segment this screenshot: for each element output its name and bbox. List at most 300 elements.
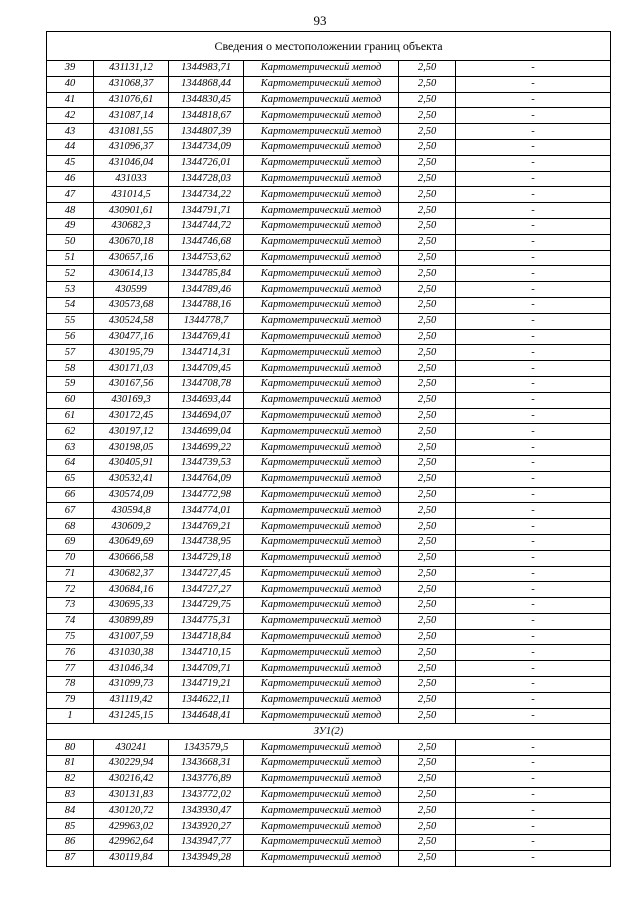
x-coordinate-cell: 431245,15 [94, 708, 169, 724]
y-coordinate-cell: 1344983,71 [169, 61, 244, 77]
method-cell: Картометрический метод [244, 819, 399, 835]
y-coordinate-cell: 1344818,67 [169, 108, 244, 124]
accuracy-cell: 2,50 [399, 408, 456, 424]
method-cell: Картометрический метод [244, 171, 399, 187]
x-coordinate-cell: 430229,94 [94, 756, 169, 772]
table-row [47, 850, 611, 866]
y-coordinate-cell: 1344709,71 [169, 661, 244, 677]
point-number-cell: 54 [47, 297, 94, 313]
method-cell: Картометрический метод [244, 218, 399, 234]
x-coordinate-cell: 431014,5 [94, 187, 169, 203]
accuracy-cell: 2,50 [399, 503, 456, 519]
point-number-cell: 70 [47, 550, 94, 566]
accuracy-cell: 2,50 [399, 582, 456, 598]
point-number-cell: 74 [47, 613, 94, 629]
description-cell: - [456, 155, 611, 171]
table-row [47, 471, 611, 487]
accuracy-cell: 2,50 [399, 440, 456, 456]
y-coordinate-cell: 1344789,46 [169, 282, 244, 298]
x-coordinate-cell: 430405,91 [94, 455, 169, 471]
method-cell: Картометрический метод [244, 677, 399, 693]
method-cell: Картометрический метод [244, 361, 399, 377]
description-cell: - [456, 566, 611, 582]
table-row [47, 124, 611, 140]
x-coordinate-cell: 430684,16 [94, 582, 169, 598]
method-cell: Картометрический метод [244, 534, 399, 550]
description-cell: - [456, 534, 611, 550]
table-row [47, 218, 611, 234]
description-cell: - [456, 345, 611, 361]
accuracy-cell: 2,50 [399, 266, 456, 282]
x-coordinate-cell: 430609,2 [94, 519, 169, 535]
accuracy-cell: 2,50 [399, 835, 456, 851]
description-cell: - [456, 471, 611, 487]
point-number-cell: 46 [47, 171, 94, 187]
point-number-cell: 65 [47, 471, 94, 487]
point-number-cell: 84 [47, 803, 94, 819]
method-cell: Картометрический метод [244, 740, 399, 756]
y-coordinate-cell: 1344746,68 [169, 234, 244, 250]
method-cell: Картометрический метод [244, 408, 399, 424]
y-coordinate-cell: 1344729,75 [169, 598, 244, 614]
description-cell: - [456, 139, 611, 155]
x-coordinate-cell: 431081,55 [94, 124, 169, 140]
point-number-cell: 82 [47, 771, 94, 787]
accuracy-cell: 2,50 [399, 645, 456, 661]
description-cell: - [456, 313, 611, 329]
point-number-cell: 77 [47, 661, 94, 677]
y-coordinate-cell: 1344791,71 [169, 203, 244, 219]
accuracy-cell: 2,50 [399, 187, 456, 203]
accuracy-cell: 2,50 [399, 661, 456, 677]
method-cell: Картометрический метод [244, 329, 399, 345]
point-number-cell: 56 [47, 329, 94, 345]
table-row [47, 708, 611, 724]
description-cell: - [456, 408, 611, 424]
accuracy-cell: 2,50 [399, 108, 456, 124]
method-cell: Картометрический метод [244, 266, 399, 282]
method-cell: Картометрический метод [244, 455, 399, 471]
x-coordinate-cell: 430172,45 [94, 408, 169, 424]
accuracy-cell: 2,50 [399, 124, 456, 140]
accuracy-cell: 2,50 [399, 740, 456, 756]
x-coordinate-cell: 431046,34 [94, 661, 169, 677]
y-coordinate-cell: 1344734,22 [169, 187, 244, 203]
description-cell: - [456, 266, 611, 282]
x-coordinate-cell: 431131,12 [94, 61, 169, 77]
accuracy-cell: 2,50 [399, 471, 456, 487]
table-row [47, 203, 611, 219]
y-coordinate-cell: 1344693,44 [169, 392, 244, 408]
description-cell: - [456, 92, 611, 108]
table-row [47, 313, 611, 329]
method-cell: Картометрический метод [244, 471, 399, 487]
point-number-cell: 51 [47, 250, 94, 266]
y-coordinate-cell: 1343949,28 [169, 850, 244, 866]
accuracy-cell: 2,50 [399, 155, 456, 171]
description-cell: - [456, 76, 611, 92]
description-cell: - [456, 329, 611, 345]
description-cell: - [456, 550, 611, 566]
point-number-cell: 85 [47, 819, 94, 835]
method-cell: Картометрический метод [244, 440, 399, 456]
accuracy-cell: 2,50 [399, 519, 456, 535]
y-coordinate-cell: 1344719,21 [169, 677, 244, 693]
method-cell: Картометрический метод [244, 771, 399, 787]
x-coordinate-cell: 431119,42 [94, 692, 169, 708]
point-number-cell: 48 [47, 203, 94, 219]
method-cell: Картометрический метод [244, 550, 399, 566]
point-number-cell: 43 [47, 124, 94, 140]
method-cell: Картометрический метод [244, 392, 399, 408]
accuracy-cell: 2,50 [399, 171, 456, 187]
y-coordinate-cell: 1344708,78 [169, 376, 244, 392]
accuracy-cell: 2,50 [399, 566, 456, 582]
table-row [47, 266, 611, 282]
x-coordinate-cell: 430167,56 [94, 376, 169, 392]
y-coordinate-cell: 1344807,39 [169, 124, 244, 140]
table-row [47, 503, 611, 519]
method-cell: Картометрический метод [244, 92, 399, 108]
y-coordinate-cell: 1344772,98 [169, 487, 244, 503]
table-row [47, 566, 611, 582]
accuracy-cell: 2,50 [399, 297, 456, 313]
description-cell: - [456, 819, 611, 835]
accuracy-cell: 2,50 [399, 92, 456, 108]
point-number-cell: 71 [47, 566, 94, 582]
method-cell: Картометрический метод [244, 155, 399, 171]
table-title: Сведения о местоположении границ объекта [47, 32, 611, 61]
method-cell: Картометрический метод [244, 850, 399, 866]
table-row [47, 613, 611, 629]
description-cell: - [456, 677, 611, 693]
x-coordinate-cell: 430131,83 [94, 787, 169, 803]
accuracy-cell: 2,50 [399, 424, 456, 440]
description-cell: - [456, 61, 611, 77]
x-coordinate-cell: 431068,37 [94, 76, 169, 92]
table-row [47, 550, 611, 566]
table-row [47, 250, 611, 266]
table-row [47, 108, 611, 124]
table-row [47, 692, 611, 708]
method-cell: Картометрический метод [244, 76, 399, 92]
table-row [47, 424, 611, 440]
accuracy-cell: 2,50 [399, 692, 456, 708]
y-coordinate-cell: 1344727,27 [169, 582, 244, 598]
y-coordinate-cell: 1344774,01 [169, 503, 244, 519]
method-cell: Картометрический метод [244, 187, 399, 203]
description-cell: - [456, 455, 611, 471]
x-coordinate-cell: 431096,37 [94, 139, 169, 155]
table-row [47, 534, 611, 550]
point-number-cell: 53 [47, 282, 94, 298]
table-row [47, 408, 611, 424]
table-row [47, 282, 611, 298]
point-number-cell: 66 [47, 487, 94, 503]
x-coordinate-cell: 431046,04 [94, 155, 169, 171]
table-row [47, 677, 611, 693]
table-row [47, 171, 611, 187]
table-row [47, 661, 611, 677]
description-cell: - [456, 361, 611, 377]
boundary-coordinates-table [46, 31, 611, 867]
method-cell: Картометрический метод [244, 613, 399, 629]
x-coordinate-cell: 429963,02 [94, 819, 169, 835]
description-cell: - [456, 234, 611, 250]
description-cell: - [456, 708, 611, 724]
x-coordinate-cell: 430524,58 [94, 313, 169, 329]
point-number-cell: 55 [47, 313, 94, 329]
section-label: ЗУ1(2) [47, 724, 611, 740]
description-cell: - [456, 124, 611, 140]
point-number-cell: 50 [47, 234, 94, 250]
accuracy-cell: 2,50 [399, 803, 456, 819]
y-coordinate-cell: 1344728,03 [169, 171, 244, 187]
method-cell: Картометрический метод [244, 139, 399, 155]
x-coordinate-cell: 430649,69 [94, 534, 169, 550]
point-number-cell: 40 [47, 76, 94, 92]
description-cell: - [456, 850, 611, 866]
table-row [47, 582, 611, 598]
accuracy-cell: 2,50 [399, 345, 456, 361]
y-coordinate-cell: 1343930,47 [169, 803, 244, 819]
x-coordinate-cell: 430198,05 [94, 440, 169, 456]
point-number-cell: 80 [47, 740, 94, 756]
x-coordinate-cell: 430171,03 [94, 361, 169, 377]
point-number-cell: 69 [47, 534, 94, 550]
table-row [47, 329, 611, 345]
description-cell: - [456, 803, 611, 819]
x-coordinate-cell: 430573,68 [94, 297, 169, 313]
y-coordinate-cell: 1344727,45 [169, 566, 244, 582]
point-number-cell: 58 [47, 361, 94, 377]
x-coordinate-cell: 430599 [94, 282, 169, 298]
table-row [47, 187, 611, 203]
accuracy-cell: 2,50 [399, 487, 456, 503]
accuracy-cell: 2,50 [399, 613, 456, 629]
x-coordinate-cell: 431099,73 [94, 677, 169, 693]
table-row [47, 803, 611, 819]
description-cell: - [456, 203, 611, 219]
x-coordinate-cell: 430695,33 [94, 598, 169, 614]
y-coordinate-cell: 1343947,77 [169, 835, 244, 851]
point-number-cell: 76 [47, 645, 94, 661]
point-number-cell: 45 [47, 155, 94, 171]
description-cell: - [456, 661, 611, 677]
description-cell: - [456, 519, 611, 535]
x-coordinate-cell: 430594,8 [94, 503, 169, 519]
accuracy-cell: 2,50 [399, 771, 456, 787]
x-coordinate-cell: 430901,61 [94, 203, 169, 219]
method-cell: Картометрический метод [244, 692, 399, 708]
description-cell: - [456, 787, 611, 803]
y-coordinate-cell: 1344764,09 [169, 471, 244, 487]
table-row [47, 455, 611, 471]
page-number: 93 [313, 13, 327, 28]
y-coordinate-cell: 1343920,27 [169, 819, 244, 835]
accuracy-cell: 2,50 [399, 250, 456, 266]
x-coordinate-cell: 431030,38 [94, 645, 169, 661]
description-cell: - [456, 282, 611, 298]
y-coordinate-cell: 1344734,09 [169, 139, 244, 155]
y-coordinate-cell: 1344622,11 [169, 692, 244, 708]
point-number-cell: 57 [47, 345, 94, 361]
accuracy-cell: 2,50 [399, 76, 456, 92]
x-coordinate-cell: 431007,59 [94, 629, 169, 645]
method-cell: Картометрический метод [244, 756, 399, 772]
point-number-cell: 67 [47, 503, 94, 519]
point-number-cell: 61 [47, 408, 94, 424]
point-number-cell: 42 [47, 108, 94, 124]
method-cell: Картометрический метод [244, 566, 399, 582]
table-row [47, 629, 611, 645]
x-coordinate-cell: 431076,61 [94, 92, 169, 108]
y-coordinate-cell: 1344699,04 [169, 424, 244, 440]
y-coordinate-cell: 1344753,62 [169, 250, 244, 266]
y-coordinate-cell: 1344699,22 [169, 440, 244, 456]
point-number-cell: 79 [47, 692, 94, 708]
table-row [47, 819, 611, 835]
x-coordinate-cell: 430682,3 [94, 218, 169, 234]
y-coordinate-cell: 1344868,44 [169, 76, 244, 92]
description-cell: - [456, 740, 611, 756]
description-cell: - [456, 613, 611, 629]
y-coordinate-cell: 1344729,18 [169, 550, 244, 566]
method-cell: Картометрический метод [244, 234, 399, 250]
description-cell: - [456, 376, 611, 392]
accuracy-cell: 2,50 [399, 708, 456, 724]
x-coordinate-cell: 430532,41 [94, 471, 169, 487]
description-cell: - [456, 503, 611, 519]
point-number-cell: 75 [47, 629, 94, 645]
point-number-cell: 60 [47, 392, 94, 408]
accuracy-cell: 2,50 [399, 787, 456, 803]
x-coordinate-cell: 430120,72 [94, 803, 169, 819]
x-coordinate-cell: 430614,13 [94, 266, 169, 282]
x-coordinate-cell: 430657,16 [94, 250, 169, 266]
accuracy-cell: 2,50 [399, 329, 456, 345]
table-row [47, 297, 611, 313]
point-number-cell: 49 [47, 218, 94, 234]
point-number-cell: 62 [47, 424, 94, 440]
description-cell: - [456, 440, 611, 456]
description-cell: - [456, 424, 611, 440]
x-coordinate-cell: 430574,09 [94, 487, 169, 503]
table-title-row [47, 32, 611, 61]
y-coordinate-cell: 1344738,95 [169, 534, 244, 550]
table-body [47, 32, 611, 867]
accuracy-cell: 2,50 [399, 819, 456, 835]
description-cell: - [456, 598, 611, 614]
point-number-cell: 87 [47, 850, 94, 866]
method-cell: Картометрический метод [244, 203, 399, 219]
accuracy-cell: 2,50 [399, 234, 456, 250]
y-coordinate-cell: 1343579,5 [169, 740, 244, 756]
description-cell: - [456, 692, 611, 708]
table-row [47, 487, 611, 503]
accuracy-cell: 2,50 [399, 139, 456, 155]
method-cell: Картометрический метод [244, 645, 399, 661]
method-cell: Картометрический метод [244, 582, 399, 598]
y-coordinate-cell: 1344739,53 [169, 455, 244, 471]
point-number-cell: 72 [47, 582, 94, 598]
method-cell: Картометрический метод [244, 708, 399, 724]
accuracy-cell: 2,50 [399, 850, 456, 866]
table-row [47, 139, 611, 155]
table-row [47, 392, 611, 408]
y-coordinate-cell: 1344694,07 [169, 408, 244, 424]
description-cell: - [456, 171, 611, 187]
table-row [47, 771, 611, 787]
accuracy-cell: 2,50 [399, 361, 456, 377]
method-cell: Картометрический метод [244, 250, 399, 266]
point-number-cell: 44 [47, 139, 94, 155]
accuracy-cell: 2,50 [399, 282, 456, 298]
y-coordinate-cell: 1344769,21 [169, 519, 244, 535]
table-row [47, 92, 611, 108]
method-cell: Картометрический метод [244, 124, 399, 140]
table-row [47, 376, 611, 392]
description-cell: - [456, 835, 611, 851]
y-coordinate-cell: 1344785,84 [169, 266, 244, 282]
table-row [47, 76, 611, 92]
x-coordinate-cell: 430119,84 [94, 850, 169, 866]
x-coordinate-cell: 430899,89 [94, 613, 169, 629]
table-row [47, 645, 611, 661]
description-cell: - [456, 629, 611, 645]
accuracy-cell: 2,50 [399, 534, 456, 550]
table-row [47, 440, 611, 456]
section-row [47, 724, 611, 740]
x-coordinate-cell: 430670,18 [94, 234, 169, 250]
table-row [47, 787, 611, 803]
x-coordinate-cell: 431087,14 [94, 108, 169, 124]
point-number-cell: 41 [47, 92, 94, 108]
table-row [47, 835, 611, 851]
method-cell: Картометрический метод [244, 61, 399, 77]
point-number-cell: 64 [47, 455, 94, 471]
table-row [47, 519, 611, 535]
description-cell: - [456, 218, 611, 234]
description-cell: - [456, 108, 611, 124]
description-cell: - [456, 187, 611, 203]
table-row [47, 740, 611, 756]
method-cell: Картометрический метод [244, 297, 399, 313]
accuracy-cell: 2,50 [399, 550, 456, 566]
description-cell: - [456, 756, 611, 772]
method-cell: Картометрический метод [244, 424, 399, 440]
x-coordinate-cell: 430169,3 [94, 392, 169, 408]
method-cell: Картометрический метод [244, 629, 399, 645]
x-coordinate-cell: 430216,42 [94, 771, 169, 787]
method-cell: Картометрический метод [244, 835, 399, 851]
point-number-cell: 83 [47, 787, 94, 803]
table-row [47, 234, 611, 250]
accuracy-cell: 2,50 [399, 455, 456, 471]
y-coordinate-cell: 1344769,41 [169, 329, 244, 345]
y-coordinate-cell: 1344714,31 [169, 345, 244, 361]
accuracy-cell: 2,50 [399, 313, 456, 329]
method-cell: Картометрический метод [244, 803, 399, 819]
point-number-cell: 47 [47, 187, 94, 203]
x-coordinate-cell: 431033 [94, 171, 169, 187]
point-number-cell: 68 [47, 519, 94, 535]
point-number-cell: 63 [47, 440, 94, 456]
y-coordinate-cell: 1344788,16 [169, 297, 244, 313]
accuracy-cell: 2,50 [399, 61, 456, 77]
point-number-cell: 39 [47, 61, 94, 77]
point-number-cell: 59 [47, 376, 94, 392]
